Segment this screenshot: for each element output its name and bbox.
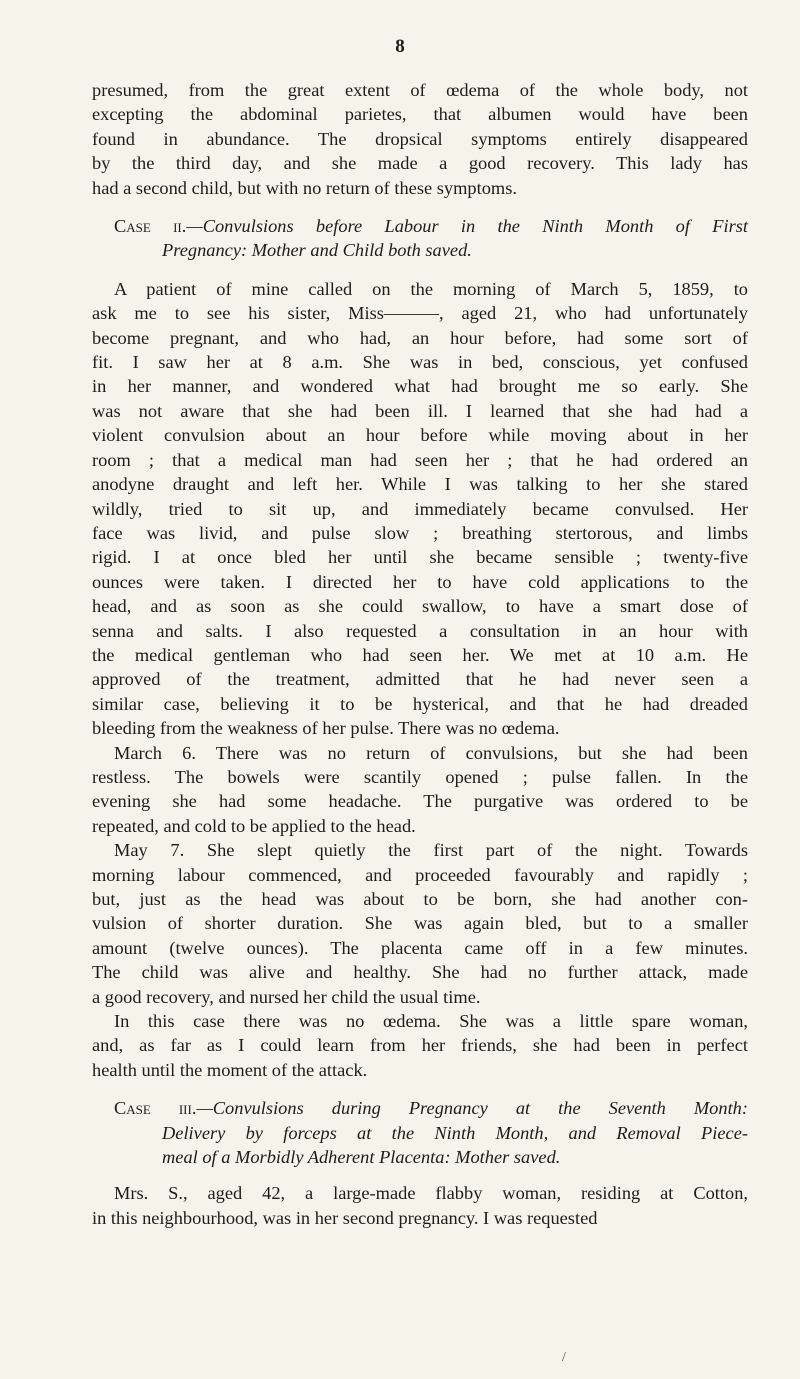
text-line: rigid. I at once bled her until she became sensible ; twenty-five: [92, 547, 748, 568]
text-line: [92, 238, 748, 262]
text-line: Mrs. S., aged 42, a large-made flabby woman, residing at Cotton,: [114, 1183, 748, 1204]
paragraph: [92, 277, 748, 741]
text-line: violent convulsion about an hour before while moving about in her: [92, 425, 748, 446]
case-title: Pregnancy: Mother and Child both saved.: [162, 240, 472, 261]
text-line: fit. I saw her at 8 a.m. She was in bed, conscious, yet confused: [92, 352, 748, 373]
text-line: ask me to see his sister, Miss———, aged 21, who had unfortunately: [92, 303, 748, 324]
text-line: approved of the treatment, admitted that he had never seen a: [92, 669, 748, 690]
text-line: in this neighbourhood, was in her second pregnancy. I was requested: [92, 1207, 598, 1228]
text-line: [92, 1145, 748, 1169]
paragraph: [92, 1009, 748, 1082]
text-line: and, as far as I could learn from her friends, she had been in perfect: [92, 1035, 748, 1056]
text-line: found in abundance. The dropsical symptoms entirely disappeared: [92, 128, 748, 149]
text-line: In this case there was no œdema. She was a little spare woman,: [114, 1011, 748, 1032]
text-line: by the third day, and she made a good recovery. This lady has: [92, 153, 748, 174]
text-line: evening she had some headache. The purgative was ordered to be: [92, 791, 748, 812]
text-line: vulsion of shorter duration. She was again bled, but to a smaller: [92, 913, 748, 934]
paragraph: [92, 1181, 748, 1230]
case-title: meal of a Morbidly Adherent Placenta: Mother saved.: [162, 1147, 561, 1168]
text-line: A patient of mine called on the morning of March 5, 1859, to: [114, 278, 748, 299]
footer-mark: /: [562, 1350, 566, 1365]
text-line: room ; that a medical man had seen her ; that he had ordered an: [92, 449, 748, 470]
text-line: become pregnant, and who had, an hour before, had some sort of: [92, 327, 748, 348]
paragraph: [92, 741, 748, 839]
case-label: Case ii.: [114, 216, 187, 237]
text-line: the medical gentleman who had seen her. We met at 10 a.m. He: [92, 644, 748, 665]
page-number: 8: [395, 36, 405, 57]
text-line: similar case, believing it to be hysterical, and that he had dreaded: [92, 693, 748, 714]
text-line: wildly, tried to sit up, and immediately became convulsed. Her: [92, 498, 748, 519]
case-title: Delivery by forceps at the Ninth Month, and Removal Piece-: [162, 1122, 748, 1143]
case-label: Case iii.: [114, 1098, 197, 1119]
text-line: [92, 214, 748, 238]
text-line: excepting the abdominal parietes, that albumen would have been: [92, 104, 748, 125]
case-title: —Convulsions before Labour in the Ninth Month of First: [186, 216, 748, 237]
case-title: —Convulsions during Pregnancy at the Seventh Month:: [196, 1098, 748, 1119]
text-line: a good recovery, and nursed her child the usual time.: [92, 986, 481, 1007]
text-line: but, just as the head was about to be born, she had another con-: [92, 889, 748, 909]
text-line: The child was alive and healthy. She had no further attack, made: [92, 962, 748, 983]
case-heading: [92, 214, 748, 263]
text-line: presumed, from the great extent of œdema of the whole body, not: [92, 80, 748, 100]
text-line: ounces were taken. I directed her to have cold applications to the: [92, 571, 748, 592]
text-line: health until the moment of the attack.: [92, 1059, 368, 1080]
body-text: [92, 78, 748, 1230]
paragraph: [92, 838, 748, 1009]
text-line: restless. The bowels were scantily opened ; pulse fallen. In the: [92, 766, 748, 787]
text-line: was not aware that she had been ill. I learned that she had had a: [92, 400, 748, 421]
text-line: face was livid, and pulse slow ; breathing stertorous, and limbs: [92, 522, 748, 543]
text-line: amount (twelve ounces). The placenta came off in a few minutes.: [92, 937, 748, 958]
text-line: head, and as soon as she could swallow, to have a smart dose of: [92, 596, 748, 617]
text-line: morning labour commenced, and proceeded favourably and rapidly ;: [92, 864, 748, 885]
text-line: senna and salts. I also requested a consultation in an hour with: [92, 620, 748, 641]
text-line: bleeding from the weakness of her pulse. There was no œdema.: [92, 718, 560, 739]
text-line: March 6. There was no return of convulsions, but she had been: [114, 742, 748, 763]
text-line: anodyne draught and left her. While I was talking to her she stared: [92, 474, 748, 495]
case-heading: [92, 1096, 748, 1169]
text-line: in her manner, and wondered what had brought me so early. She: [92, 376, 748, 397]
text-line: [92, 1096, 748, 1120]
text-line: [92, 1121, 748, 1145]
text-line: had a second child, but with no return of these symptoms.: [92, 177, 517, 198]
paragraph: [92, 78, 748, 200]
text-line: repeated, and cold to be applied to the head.: [92, 815, 416, 836]
text-line: May 7. She slept quietly the first part of the night. Towards: [114, 840, 748, 861]
